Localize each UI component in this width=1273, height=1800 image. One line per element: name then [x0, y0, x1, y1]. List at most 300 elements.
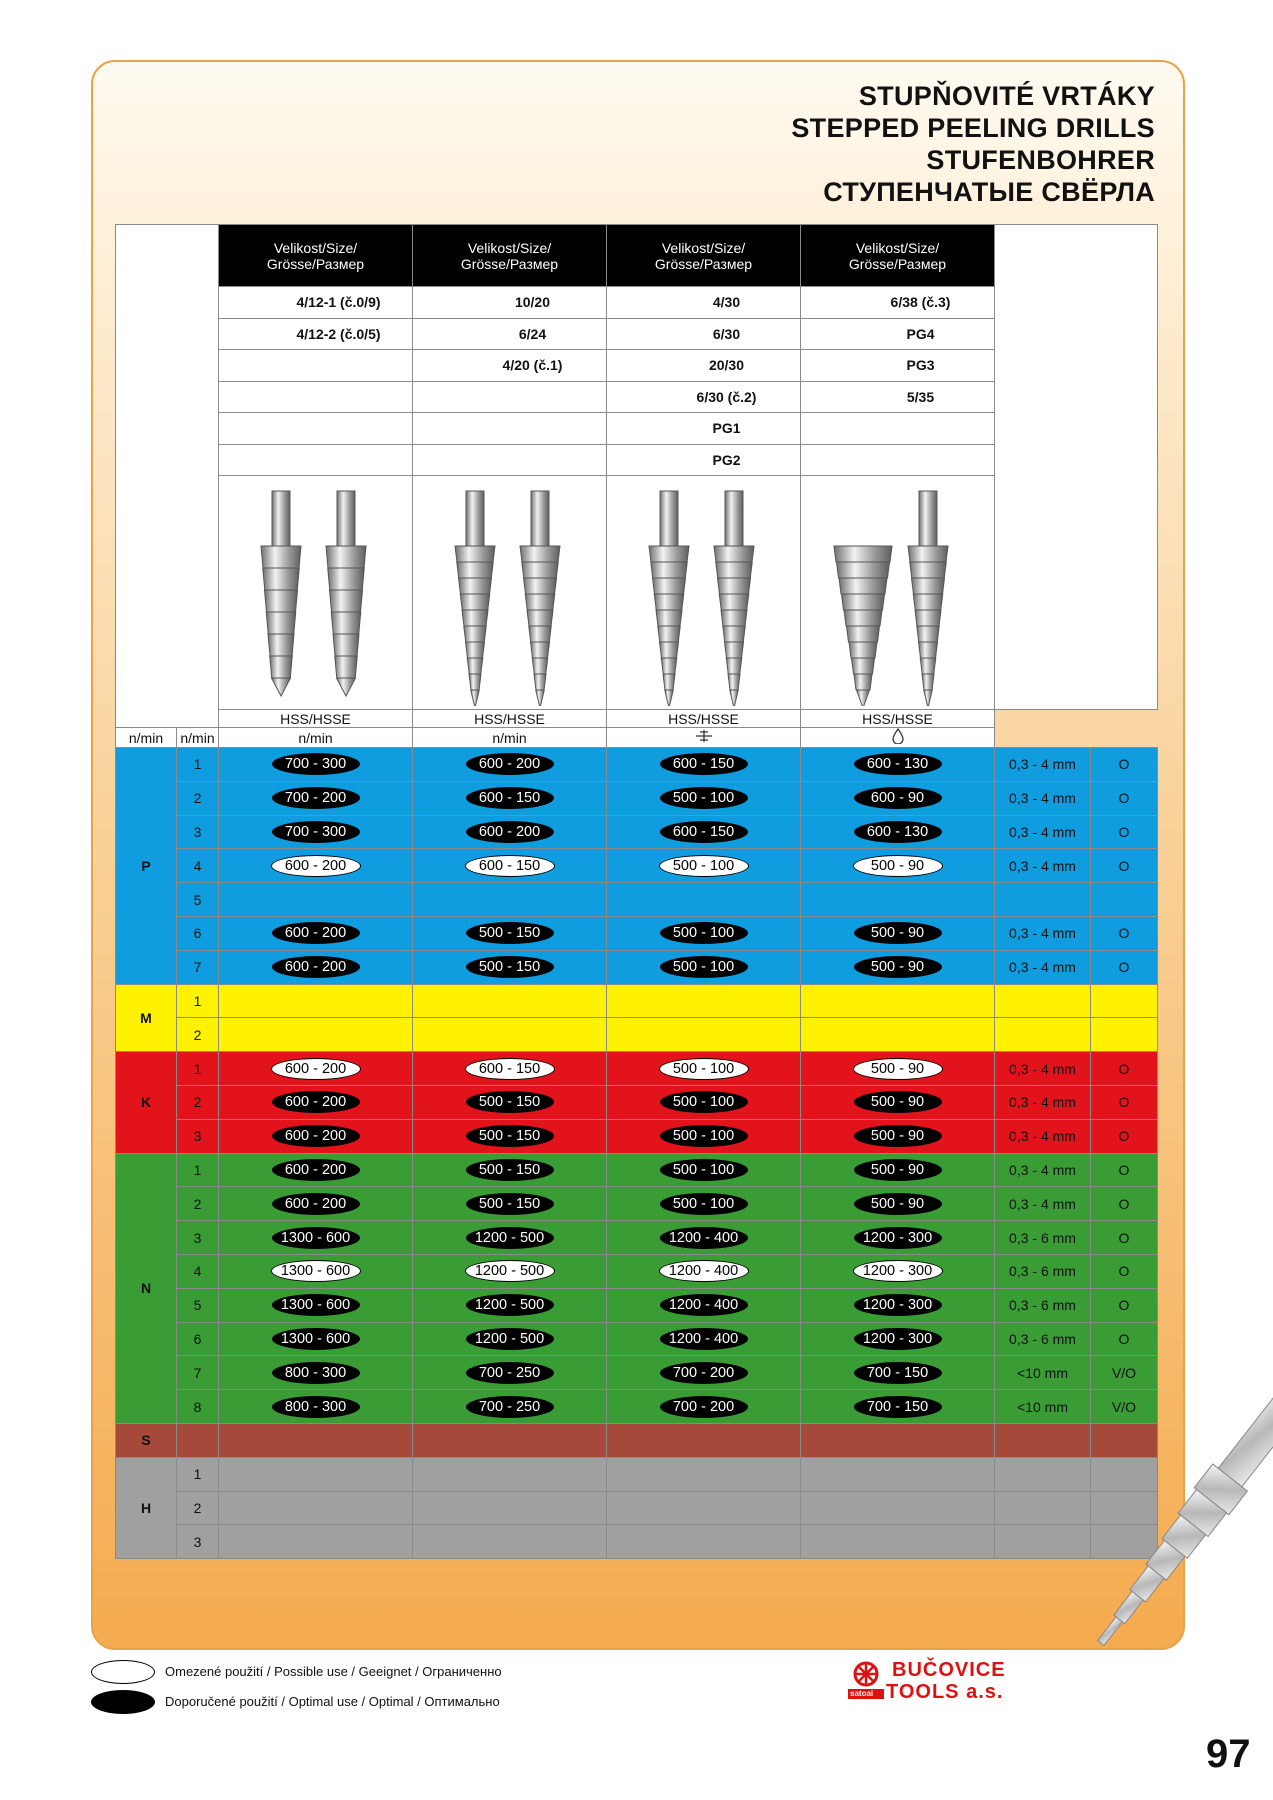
drill-size: 5/35: [801, 381, 995, 413]
row-index: [177, 1423, 219, 1457]
size-header: Velikost/Size/ Grösse/Размер: [219, 225, 413, 287]
speed-pill-optimal: 800 - 300: [272, 1396, 360, 1418]
title-en: STEPPED PEELING DRILLS: [791, 113, 1155, 143]
speed-pill-optimal: 500 - 100: [660, 1193, 748, 1215]
speed-pill-possible: 600 - 150: [465, 855, 555, 877]
speed-pill-optimal: 700 - 300: [272, 753, 360, 775]
unit-label: n/min: [219, 728, 413, 748]
unit-label: n/min: [116, 728, 177, 748]
material-row-K1: [116, 1052, 1158, 1086]
drill-image-cell: [801, 476, 995, 710]
speed-pill-possible: 1300 - 600: [271, 1260, 361, 1282]
speed-cell: [413, 1018, 607, 1052]
speed-pill-optimal: 500 - 90: [854, 956, 942, 978]
speed-cell: [219, 1018, 413, 1052]
row-index: 2: [177, 781, 219, 815]
feed-value: 0,3 - 4 mm: [995, 1187, 1091, 1221]
drill-size: 6/30: [607, 318, 801, 350]
speed-cell: [413, 916, 607, 950]
row-index: 5: [177, 883, 219, 917]
speed-cell: [219, 1491, 413, 1525]
drill-pair-image: [629, 476, 779, 706]
drill-pair-image: [435, 476, 585, 706]
coolant-value: O: [1091, 1322, 1158, 1356]
speed-pill-possible: 500 - 90: [853, 1058, 943, 1080]
coolant-value: O: [1091, 849, 1158, 883]
feed-value: 0,3 - 6 mm: [995, 1288, 1091, 1322]
speed-pill-possible: 600 - 150: [465, 1058, 555, 1080]
material-row-N3: [116, 1221, 1158, 1255]
material-row-K3: [116, 1119, 1158, 1153]
speed-pill-optimal: 500 - 100: [660, 1159, 748, 1181]
speed-cell: [219, 815, 413, 849]
drill-size: 20/30: [607, 350, 801, 382]
speed-cell: [219, 1356, 413, 1390]
speed-pill-optimal: 500 - 150: [466, 1193, 554, 1215]
coolant-value: V/O: [1091, 1390, 1158, 1424]
speed-pill-optimal: 600 - 150: [660, 753, 748, 775]
speed-cell: [607, 748, 801, 782]
speed-pill-optimal: 500 - 90: [854, 1125, 942, 1147]
drill-pair-image: [823, 476, 973, 706]
coolant-value: O: [1091, 1052, 1158, 1086]
speed-pill-possible: 1200 - 400: [659, 1260, 749, 1282]
speed-cell: [413, 1525, 607, 1559]
speed-pill-optimal: 1300 - 600: [272, 1227, 360, 1249]
speed-cell: [607, 1525, 801, 1559]
speed-pill-optimal: 1200 - 500: [466, 1227, 554, 1249]
unit-label: n/min: [177, 728, 219, 748]
row-index: 3: [177, 815, 219, 849]
row-index: 7: [177, 950, 219, 984]
feed-value: 0,3 - 4 mm: [995, 1085, 1091, 1119]
speed-cell: [219, 1254, 413, 1288]
feed-value: <10 mm: [995, 1390, 1091, 1424]
drill-size: [219, 350, 413, 382]
speed-cell: [219, 1153, 413, 1187]
speed-cell: [219, 916, 413, 950]
speed-cell: [607, 815, 801, 849]
row-index: 1: [177, 1052, 219, 1086]
speed-pill-possible: 600 - 200: [271, 855, 361, 877]
corner-blank: [116, 225, 219, 728]
speed-pill-optimal: 700 - 250: [466, 1362, 554, 1384]
material-row-N2: [116, 1187, 1158, 1221]
speed-pill-optimal: 600 - 200: [272, 1159, 360, 1181]
company-logo: [846, 1657, 1046, 1707]
feed-value: 0,3 - 4 mm: [995, 815, 1091, 849]
speed-pill-optimal: 600 - 130: [854, 821, 942, 843]
coolant-value: O: [1091, 1254, 1158, 1288]
row-index: 6: [177, 1322, 219, 1356]
size-header: Velikost/Size/ Grösse/Размер: [413, 225, 607, 287]
feed-value: <10 mm: [995, 1356, 1091, 1390]
speed-cell: [413, 1390, 607, 1424]
speed-pill-optimal: 500 - 150: [466, 1091, 554, 1113]
material-row-P7: [116, 950, 1158, 984]
feed-value: [995, 984, 1091, 1018]
speed-cell: [413, 883, 607, 917]
speed-cell: [607, 883, 801, 917]
speed-pill-optimal: 1200 - 400: [660, 1227, 748, 1249]
material-group-letter: S: [116, 1423, 177, 1457]
speed-cell: [607, 1085, 801, 1119]
speed-pill-optimal: 500 - 90: [854, 1159, 942, 1181]
drill-image-cell: [607, 476, 801, 710]
speed-pill-optimal: 600 - 150: [466, 787, 554, 809]
speed-pill-optimal: 500 - 100: [660, 956, 748, 978]
speed-cell: [413, 1457, 607, 1491]
speed-cell: [219, 1187, 413, 1221]
material-row-N5: [116, 1288, 1158, 1322]
drill-size: 10/20: [413, 287, 607, 319]
speed-cell: [801, 883, 995, 917]
speed-pill-optimal: 700 - 200: [660, 1362, 748, 1384]
row-index: 2: [177, 1187, 219, 1221]
speed-pill-optimal: 1200 - 500: [466, 1294, 554, 1316]
speed-pill-optimal: 600 - 150: [660, 821, 748, 843]
speed-cell: [607, 984, 801, 1018]
speed-cell: [607, 1390, 801, 1424]
speed-cell: [219, 748, 413, 782]
speed-cell: [219, 1423, 413, 1457]
speed-pill-optimal: 1200 - 500: [466, 1328, 554, 1350]
speed-cell: [801, 1457, 995, 1491]
speed-pill-optimal: 600 - 200: [272, 1193, 360, 1215]
speed-cell: [801, 916, 995, 950]
speed-pill-possible: 1200 - 500: [465, 1260, 555, 1282]
speed-cell: [607, 1018, 801, 1052]
material-row-P4: [116, 849, 1158, 883]
coolant-value: O: [1091, 950, 1158, 984]
coolant-value: O: [1091, 1187, 1158, 1221]
speed-cell: [219, 1052, 413, 1086]
speed-cell: [801, 781, 995, 815]
speed-pill-possible: 500 - 100: [659, 855, 749, 877]
row-index: 1: [177, 1153, 219, 1187]
logo-line1: BUČOVICE: [892, 1659, 1006, 1681]
material-row-P1: [116, 748, 1158, 782]
speed-cell: [607, 1322, 801, 1356]
speed-cell: [413, 1288, 607, 1322]
stepped-drill-decoration: [1020, 1380, 1273, 1780]
row-index: 4: [177, 849, 219, 883]
logo-badge: satoai: [850, 1689, 874, 1698]
speed-pill-possible: 500 - 100: [659, 1058, 749, 1080]
speed-cell: [801, 1119, 995, 1153]
feed-value: 0,3 - 6 mm: [995, 1254, 1091, 1288]
speed-cell: [219, 1457, 413, 1491]
title-ru: СТУПЕНЧАТЫЕ СВЁРЛА: [823, 177, 1155, 207]
coolant-value: O: [1091, 916, 1158, 950]
speed-cell: [607, 1423, 801, 1457]
title-de: STUFENBOHRER: [926, 145, 1155, 175]
speed-cell: [413, 950, 607, 984]
drill-size: [413, 381, 607, 413]
speed-cell: [219, 1221, 413, 1255]
speed-cell: [607, 1119, 801, 1153]
row-index: 3: [177, 1221, 219, 1255]
legend-optimal-label: Doporučené použití / Optimal use / Optimal / Оптимально: [165, 1694, 500, 1709]
drill-size: PG1: [607, 413, 801, 445]
speed-pill-optimal: 800 - 300: [272, 1362, 360, 1384]
row-index: 1: [177, 748, 219, 782]
speed-pill-optimal: 700 - 150: [854, 1362, 942, 1384]
material-row-S: [116, 1423, 1158, 1457]
speed-cell: [607, 781, 801, 815]
unit-label: n/min: [413, 728, 607, 748]
speed-pill-optimal: 500 - 150: [466, 956, 554, 978]
speed-cell: [219, 1085, 413, 1119]
material-row-H2: [116, 1491, 1158, 1525]
speed-cell: [801, 1491, 995, 1525]
speed-cell: [607, 849, 801, 883]
material-row-P2: [116, 781, 1158, 815]
drill-size: [413, 413, 607, 445]
row-index: 8: [177, 1390, 219, 1424]
speed-cell: [219, 1119, 413, 1153]
feed-value: 0,3 - 6 mm: [995, 1221, 1091, 1255]
feed-value: 0,3 - 4 mm: [995, 748, 1091, 782]
material-label: HSS/HSSE: [801, 710, 995, 728]
logo-line2: TOOLS a.s.: [886, 1681, 1004, 1703]
speed-cell: [219, 849, 413, 883]
speed-cell: [219, 1525, 413, 1559]
speed-cell: [413, 1423, 607, 1457]
drill-size: [219, 413, 413, 445]
feed-value: 0,3 - 4 mm: [995, 781, 1091, 815]
speed-pill-optimal: 1200 - 400: [660, 1294, 748, 1316]
drill-size: [219, 444, 413, 476]
speed-cell: [413, 1085, 607, 1119]
speed-cell: [801, 1018, 995, 1052]
header-blank-right: [995, 225, 1158, 710]
speed-cell: [801, 1288, 995, 1322]
speed-pill-optimal: 700 - 150: [854, 1396, 942, 1418]
cutting-data-table: [115, 224, 1158, 1559]
speed-cell: [413, 748, 607, 782]
speed-cell: [413, 1153, 607, 1187]
feed-value: 0,3 - 4 mm: [995, 916, 1091, 950]
speed-pill-optimal: 600 - 200: [466, 821, 554, 843]
coolant-value: [1091, 984, 1158, 1018]
speed-pill-optimal: 600 - 200: [466, 753, 554, 775]
speed-cell: [607, 1356, 801, 1390]
speed-pill-optimal: 600 - 200: [272, 956, 360, 978]
speed-pill-optimal: 500 - 100: [660, 922, 748, 944]
speed-cell: [413, 1254, 607, 1288]
row-index: 6: [177, 916, 219, 950]
speed-pill-optimal: 500 - 100: [660, 1091, 748, 1113]
drill-size: [801, 444, 995, 476]
material-row-H1: [116, 1457, 1158, 1491]
feed-value: [995, 883, 1091, 917]
drill-size: PG3: [801, 350, 995, 382]
speed-cell: [607, 1457, 801, 1491]
coolant-value: [1091, 883, 1158, 917]
material-row-M2: [116, 1018, 1158, 1052]
feed-value: 0,3 - 6 mm: [995, 1322, 1091, 1356]
speed-cell: [219, 1390, 413, 1424]
speed-cell: [801, 1153, 995, 1187]
speed-pill-possible: 500 - 90: [853, 855, 943, 877]
drill-size: [219, 381, 413, 413]
speed-cell: [801, 1356, 995, 1390]
speed-cell: [801, 984, 995, 1018]
speed-cell: [801, 849, 995, 883]
coolant-value: O: [1091, 748, 1158, 782]
speed-cell: [413, 1119, 607, 1153]
speed-cell: [801, 1254, 995, 1288]
speed-pill-optimal: 500 - 150: [466, 1125, 554, 1147]
material-row-P6: [116, 916, 1158, 950]
legend-possible-label: Omezené použití / Possible use / Geeignet / Ограниченно: [165, 1664, 502, 1679]
coolant-value: O: [1091, 815, 1158, 849]
feed-value: 0,3 - 4 mm: [995, 849, 1091, 883]
coolant-value: O: [1091, 1288, 1158, 1322]
speed-cell: [413, 1221, 607, 1255]
coolant-value: O: [1091, 1119, 1158, 1153]
speed-pill-optimal: 600 - 200: [272, 922, 360, 944]
speed-pill-optimal: 700 - 300: [272, 821, 360, 843]
speed-cell: [801, 1525, 995, 1559]
speed-pill-optimal: 500 - 90: [854, 1091, 942, 1113]
speed-cell: [413, 1491, 607, 1525]
drill-size: PG2: [607, 444, 801, 476]
drill-size: 4/30: [607, 287, 801, 319]
row-index: 3: [177, 1119, 219, 1153]
speed-cell: [801, 1221, 995, 1255]
speed-pill-optimal: 1200 - 300: [854, 1294, 942, 1316]
coolant-value: O: [1091, 781, 1158, 815]
material-row-N1: [116, 1153, 1158, 1187]
drill-size: 4/20 (č.1): [413, 350, 607, 382]
drill-size: 6/30 (č.2): [607, 381, 801, 413]
speed-cell: [801, 1085, 995, 1119]
coolant-value: V/O: [1091, 1356, 1158, 1390]
speed-cell: [801, 815, 995, 849]
material-label: HSS/HSSE: [413, 710, 607, 728]
drill-size: 4/12-1 (č.0/9): [219, 287, 413, 319]
drill-size: 6/24: [413, 318, 607, 350]
material-row-N6: [116, 1322, 1158, 1356]
coolant-drop-icon: [801, 728, 995, 748]
speed-cell: [801, 1390, 995, 1424]
row-index: 3: [177, 1525, 219, 1559]
material-label: HSS/HSSE: [219, 710, 413, 728]
speed-cell: [801, 1423, 995, 1457]
speed-cell: [607, 1491, 801, 1525]
speed-cell: [219, 1288, 413, 1322]
material-row-M1: [116, 984, 1158, 1018]
speed-cell: [413, 849, 607, 883]
speed-cell: [801, 1322, 995, 1356]
material-row-K2: [116, 1085, 1158, 1119]
title-block: [791, 80, 1155, 208]
material-row-N8: [116, 1390, 1158, 1424]
coolant-value: O: [1091, 1085, 1158, 1119]
speed-pill-optimal: 1200 - 300: [854, 1227, 942, 1249]
speed-pill-optimal: 600 - 200: [272, 1091, 360, 1113]
speed-cell: [219, 950, 413, 984]
speed-pill-optimal: 700 - 200: [272, 787, 360, 809]
speed-cell: [413, 1322, 607, 1356]
coolant-value: [1091, 1018, 1158, 1052]
title-cz: STUPŇOVITÉ VRTÁKY: [858, 81, 1155, 111]
drill-size: PG4: [801, 318, 995, 350]
material-group-letter: M: [116, 984, 177, 1052]
speed-cell: [607, 950, 801, 984]
speed-cell: [413, 1187, 607, 1221]
speed-cell: [801, 748, 995, 782]
material-row-N4: [116, 1254, 1158, 1288]
speed-pill-optimal: 700 - 250: [466, 1396, 554, 1418]
speed-cell: [607, 1187, 801, 1221]
drill-pair-image: [241, 476, 391, 706]
row-index: 5: [177, 1288, 219, 1322]
row-index: 2: [177, 1085, 219, 1119]
speed-cell: [801, 1052, 995, 1086]
speed-pill-optimal: 1200 - 400: [660, 1328, 748, 1350]
coolant-value: O: [1091, 1153, 1158, 1187]
row-index: 7: [177, 1356, 219, 1390]
material-row-H3: [116, 1525, 1158, 1559]
material-group-letter: P: [116, 748, 177, 985]
speed-cell: [219, 1322, 413, 1356]
speed-cell: [413, 1356, 607, 1390]
speed-cell: [219, 984, 413, 1018]
speed-pill-optimal: 700 - 200: [660, 1396, 748, 1418]
speed-cell: [607, 1153, 801, 1187]
row-index: 2: [177, 1491, 219, 1525]
legend-possible-oval: [91, 1660, 155, 1684]
feed-value: [995, 1018, 1091, 1052]
size-header: Velikost/Size/ Grösse/Размер: [607, 225, 801, 287]
speed-cell: [413, 984, 607, 1018]
speed-cell: [801, 1187, 995, 1221]
drill-image-cell: [413, 476, 607, 710]
speed-pill-optimal: 500 - 100: [660, 1125, 748, 1147]
coolant-value: O: [1091, 1221, 1158, 1255]
speed-pill-optimal: 500 - 90: [854, 922, 942, 944]
row-index: 4: [177, 1254, 219, 1288]
drill-size: 6/38 (č.3): [801, 287, 995, 319]
speed-cell: [801, 950, 995, 984]
speed-cell: [413, 781, 607, 815]
material-label: HSS/HSSE: [607, 710, 801, 728]
speed-pill-optimal: 500 - 150: [466, 922, 554, 944]
feed-value: 0,3 - 4 mm: [995, 950, 1091, 984]
row-index: 1: [177, 984, 219, 1018]
row-index: 1: [177, 1457, 219, 1491]
feed-icon: [607, 728, 801, 748]
speed-cell: [607, 1288, 801, 1322]
material-group-letter: H: [116, 1457, 177, 1558]
speed-cell: [219, 883, 413, 917]
speed-pill-optimal: 500 - 90: [854, 1193, 942, 1215]
speed-cell: [219, 781, 413, 815]
speed-cell: [413, 815, 607, 849]
speed-cell: [607, 1052, 801, 1086]
feed-value: 0,3 - 4 mm: [995, 1052, 1091, 1086]
speed-pill-optimal: 600 - 130: [854, 753, 942, 775]
size-header: Velikost/Size/ Grösse/Размер: [801, 225, 995, 287]
speed-cell: [413, 1052, 607, 1086]
material-group-letter: N: [116, 1153, 177, 1423]
drill-size: [801, 413, 995, 445]
speed-pill-optimal: 1200 - 300: [854, 1328, 942, 1350]
speed-cell: [607, 916, 801, 950]
